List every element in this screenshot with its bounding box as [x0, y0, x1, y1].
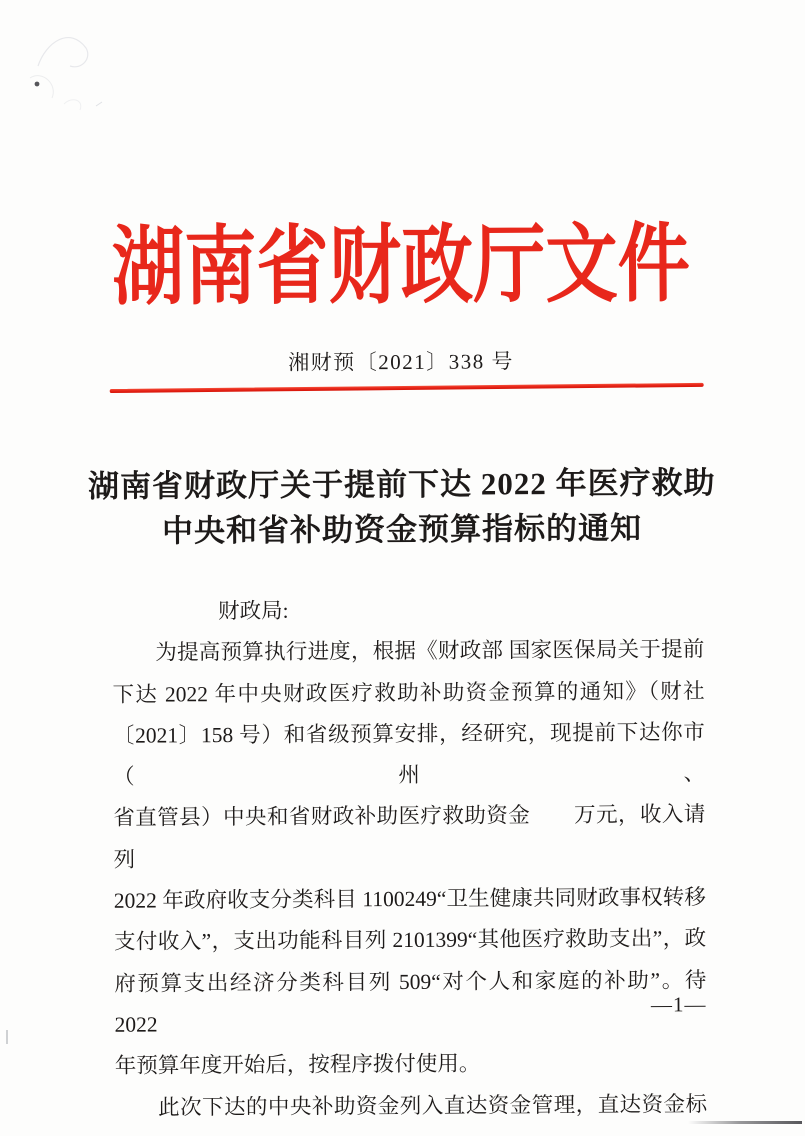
body-line-1: 为提高预算执行进度，根据《财政部 国家医保局关于提前	[155, 637, 705, 665]
body-line-9: 此次下达的中央补助资金列入直达资金管理，直达资金标	[158, 1091, 708, 1120]
body-line-6: 支付收入”，支出功能科目列 2101399“其他医疗救助支出”，政	[114, 926, 707, 955]
body-line-2: 下达 2022 年中央财政医疗救助补助资金预算的通知》（财社	[112, 678, 705, 707]
document-body	[112, 588, 707, 1128]
scan-edge-artifact	[688, 1121, 802, 1124]
page-number: —1—	[650, 992, 707, 1017]
body-line-7: 府预算支出经济分类科目列 509“对个人和家庭的补助”。待 2022	[114, 967, 707, 1037]
agency-header-text: 湖南省财政厅文件	[111, 216, 690, 316]
body-line-5: 2022 年政府收支分类科目 1100249“卫生健康共同财政事权转移	[113, 885, 706, 913]
scan-tick-artifact	[6, 1030, 8, 1044]
body-line-3: 〔2021〕158 号）和省级预算安排，经研究，现提前下达你市（州、	[112, 720, 706, 789]
agency-header	[0, 214, 803, 344]
salutation: 财政局:	[217, 598, 289, 624]
document-title-line2: 中央和省补助资金预算指标的通知	[161, 510, 643, 549]
body-line-8: 年预算年度开始后，按程序拨付使用。	[114, 1051, 481, 1079]
document-title	[0, 460, 805, 555]
body-line-4: 省直管县）中央和省财政补助医疗救助资金 万元，收入请列	[113, 802, 706, 872]
document-number: 湘财预〔2021〕338 号	[288, 349, 514, 375]
document-title-line1: 湖南省财政厅关于提前下达 2022 年医疗救助	[87, 465, 716, 504]
red-divider-line	[110, 383, 704, 393]
